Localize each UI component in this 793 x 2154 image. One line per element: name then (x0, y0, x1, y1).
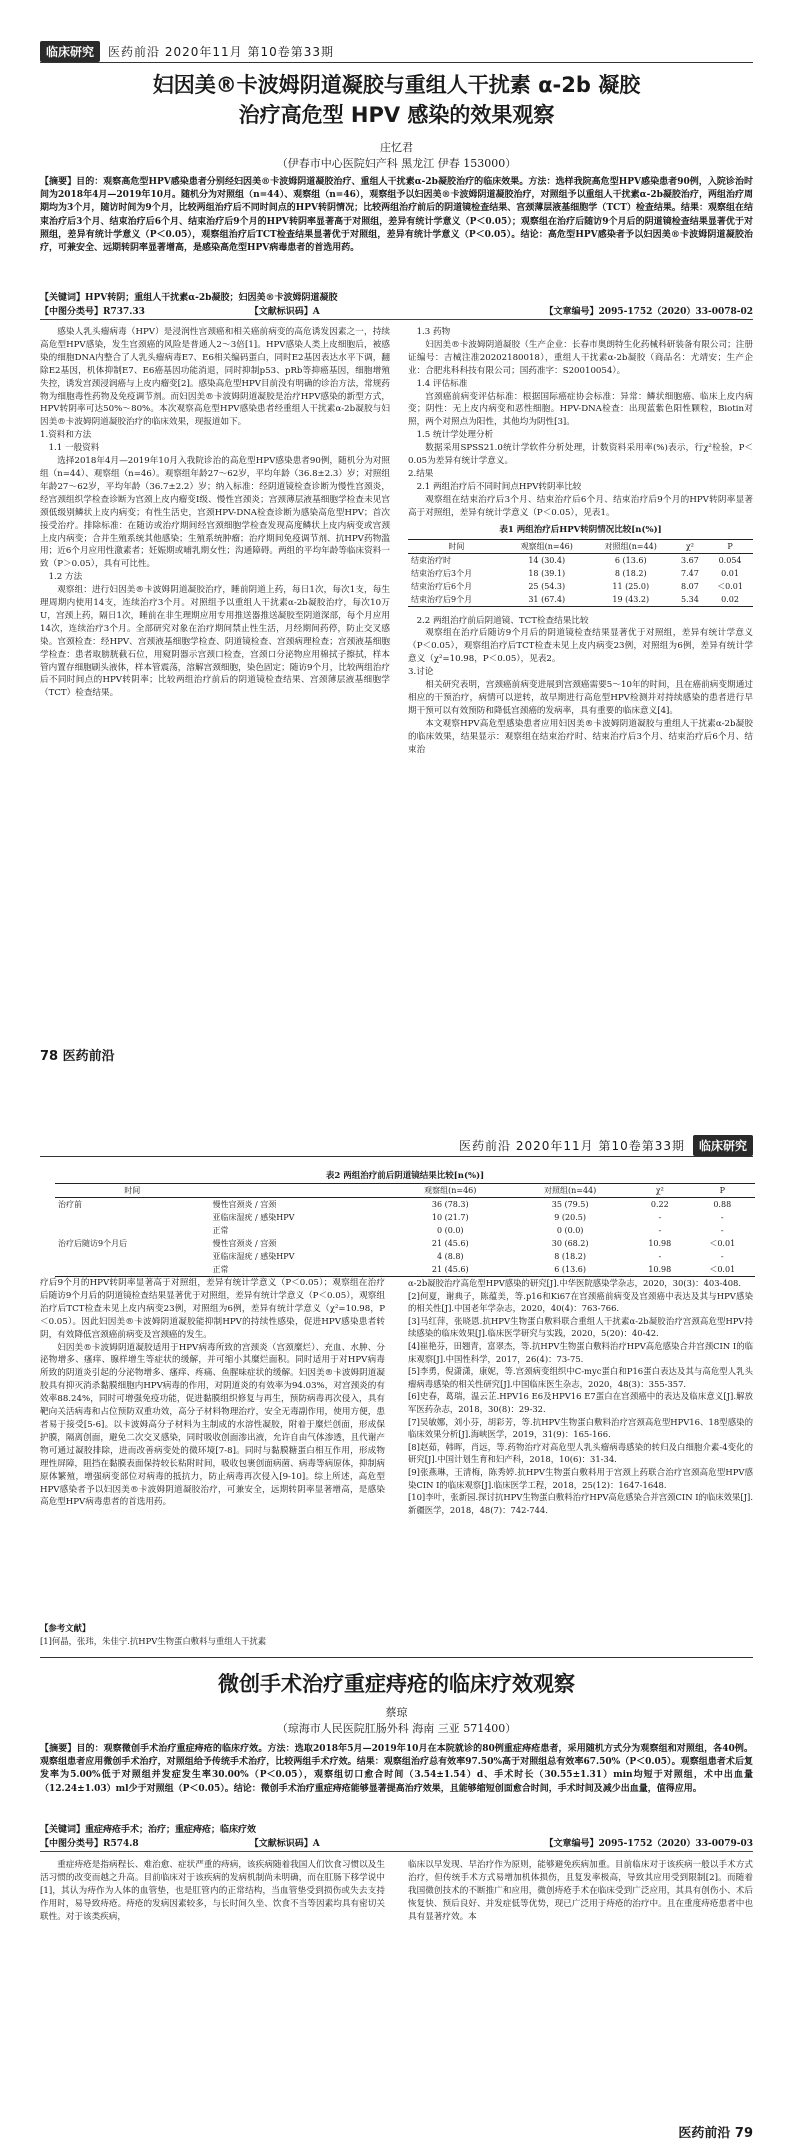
table-cell: 0 (0.0) (556, 1226, 584, 1235)
section-badge: 临床研究 (40, 41, 100, 62)
reference-item: [4]崔艳芬，田翘青，富翠杰，等.抗HPV生物蛋白敷料治疗HPV高危感染合并宫颈CIN I的临床观察[J].中国性科学，2017，26(4)：73-75. (408, 1340, 753, 1364)
reference-item: [2]何夏，谢典子，陈蕴美，等.p16和Ki67在宫颈癌前病变及宫颈癌中表达及其与HPV感染的相关性[J].中国老年学杂志，2020，40(4)：763-766. (408, 1290, 753, 1314)
table-cell: 19 (43.2) (589, 593, 673, 607)
table-cell: 正常 (209, 1263, 390, 1277)
table2-block (55, 1165, 755, 1277)
reference-item: α-2b凝胶治疗高危型HPV感染的研究[J].中华医院感染学杂志，2020，30(3)：403-408. (408, 1278, 742, 1288)
affiliation: （伊春市中心医院妇产科 黑龙江 伊春 153000） (276, 157, 517, 170)
table-cell: 治疗前 (58, 1200, 82, 1209)
reference-item: [5]李勇，倪潇潇，康妮，等.宫颈病变组织中C-myc蛋白和P16蛋白表达及其与高危型人乳头瘤病毒感染的相关性研究[J].中国临床医生杂志，2020，48(3)：355-357. (408, 1366, 753, 1389)
table-cell: 31 (67.4) (505, 593, 589, 607)
keywords2-row (40, 1823, 753, 1837)
table-cell: 6 (13.6) (614, 555, 647, 565)
article-title-line2: 治疗高危型 HPV 感染的效果观察 (238, 103, 555, 127)
body2-left-column (40, 1859, 385, 1924)
article-title-line1: 妇因美®卡波姆阴道凝胶与重组人干扰素 α-2b 凝胶 (152, 73, 641, 97)
table-cell: 8.07 (681, 581, 699, 591)
section-heading: 2.1 两组治疗后不同时间点HPV转阴率比较 (416, 481, 582, 492)
body-right-column (408, 326, 753, 756)
table-cell: 亚临床湿疣 / 感染HPV (212, 1252, 295, 1261)
table-row (55, 1250, 755, 1263)
section-heading: 3.讨论 (408, 667, 434, 678)
table-cell: 4 (8.8) (436, 1252, 464, 1261)
page-footer: 78 医药前沿 (40, 1049, 115, 1064)
body-left-column (40, 326, 390, 1016)
article-number: 【文章编号】2095-1752（2020）33-0078-02 (544, 307, 753, 317)
keywords: 【关键词】HPV转阴；重组人干扰素α-2b凝胶；妇因美®卡波姆阴道凝胶 (40, 293, 338, 303)
table-cell: 0.054 (718, 555, 742, 565)
table2 (55, 1183, 755, 1277)
table-cell: 3.67 (681, 555, 699, 565)
table-cell (55, 1211, 209, 1224)
table-cell: 0.22 (650, 1200, 669, 1209)
section-heading: 1.资料和方法 (40, 430, 92, 441)
table-cell: - (658, 1213, 662, 1222)
table-header-cell: 对照组(n=44) (589, 539, 673, 553)
section-heading: 1.4 评估标准 (416, 378, 468, 389)
section-heading: 1.1 一般资料 (48, 443, 100, 454)
article-divider (40, 1657, 753, 1658)
table-cell: 11 (25.0) (612, 581, 650, 591)
author: 庄忆君 (380, 141, 413, 154)
table-header-cell: P (690, 1184, 755, 1198)
table-row (55, 1237, 755, 1250)
references-right (408, 1277, 753, 1516)
page-footer-2: 医药前沿 79 (678, 2126, 753, 2141)
paragraph: 感染人乳头瘤病毒（HPV）是浸润性宫颈癌和相关癌前病变的高危诱发因素之一，持续高危型HPV感染，发生宫颈癌的风险是普通人2～3倍[1]。HPV感染人类上皮细胞后，被感染的细胞DNA内整合了人乳头瘤病毒E7、E6相关编码蛋白，同时E2基因表达水平下调，翻除E2基因，机体抑制E7、E6癌基因功能消退，同时抑制p53、pRb等抑癌基因，细胞增殖失控，诱发宫颈浸润癌与上皮内瘤变[2]。感染高危型HPV目前没有明确的诊治方法，常规药物为细胞毒性药物及免疫调节剂。而妇因美®卡波姆阴道凝胶是治疗HPV感染的新型方式，HPV转阴率可达50%～80%。本次观察高危型HPV感染患者经重组人干扰素α-2b凝胶与妇因美®卡波姆阴道凝胶治疗的临床效果，现报道如下。 (40, 327, 390, 428)
paragraph: 妇因美®卡波姆阴道凝胶（生产企业：长春市奥朗特生化药械科研装备有限公司；注册证编号：吉械注准20202180018），重组人干扰素α-2b凝胶（商品名：尤靖安；生产企业：合肥兆科科技有限公司；国药准字：S20010054）。 (408, 339, 753, 376)
paragraph: 选择2018年4月—2019年10月入我院诊治的高危型HPV感染患者90例，随机分为对照组（n=44）、观察组（n=46）。观察组年龄27～62岁，平均年龄（36.8±2.3）岁；对照组年龄27～62岁，平均年龄（36.7±2.2）岁；纳入标准：经阴道镜检查诊断为慢性宫颈炎，经宫颈组织学检查诊断为宫颈上皮内瘤变Ⅰ级、慢性宫颈炎；宫颈薄层液基细胞学检查未见宫颈低级别鳞状上皮内病变；有性生活史，宫颈HPV-DNA检查诊断为感染高危型HPV；首次接受治疗。排除标准：在随访或治疗期间经宫颈细胞学检查发现高度鳞状上皮内病变或宫颈上皮内病变；合并生殖系统其他感染；生殖系统肿瘤；治疗期间免疫调节剂、抗HPV药物滥用；近6个月应用性激素者；妊娠期或哺乳期女性；沟通障碍。两组的平均年龄等临床资料一致（P＞0.05），具有可比性。 (40, 456, 390, 570)
table-cell: ＜0.01 (709, 1239, 736, 1248)
table-cell: 14 (30.4) (528, 555, 566, 565)
keywords-row (40, 291, 753, 305)
table-header-cell: χ² (630, 1184, 689, 1198)
body-left-column-2 (40, 1277, 385, 1509)
table-cell: 结束治疗后6个月 (411, 581, 473, 591)
table-header-cell (209, 1184, 390, 1198)
reference-item: [3]马红萍，张晓恩.抗HPV生物蛋白敷料联合重组人干扰素α-2b凝胶治疗宫颈高危型HPV持续感染的临床效果[J].临床医学研究与实践，2020，5(20)：40-42. (408, 1315, 753, 1339)
section-badge-2: 临床研究 (693, 1135, 753, 1156)
table-cell: 18 (39.1) (528, 568, 566, 578)
body2-left-paragraph: 重症痔疮是指病程长、难治愈、症状严重的痔病，该疾病随着我国人们饮食习惯以及生活习惯的改变而越之升高。目前临床对于该疾病的发病机制尚未明确，而在肛肠下移学说中[1]，其认为痔作为人体的血管垫，也是肛管内的正常结构，当血管垫受到损伤或失去支持作用时，易导致痔疮。痔疮的发病因素较多，与长时间久坐、饮食不当等因素均具有密切关联性。对于该类疾病， (40, 1860, 385, 1922)
table-cell: 21 (45.6) (390, 1263, 510, 1277)
section-heading: 2.结果 (408, 468, 434, 479)
paragraph: 相关研究表明，宫颈癌前病变进展到宫颈癌需要5～10年的时间，且在癌前病变期通过相应的干预治疗，病情可以逆转，故早期进行高危型HPV检测并对持续感染的患者进行早期干预可以有效预防和降低宫颈癌的发病率，具有重要的临床意义[4]。 (408, 680, 753, 716)
section-heading: 疗后9个月的HPV转阴率显著高于对照组，差异有统计学意义（P＜0.05）；观察组在治疗后随访9个月后的阴道镜检查结果显著优于对照组，差异有统计学意义（P＜0.05），观察组治疗后TCT检查未见上皮内病变23例，对照组为6例，差异有统计学意义（χ²=10.98，P＜0.05）。因此妇因美®卡波姆阴道凝胶能抑制HPV的持续性感染，促进HPV感染患者转阴，有效降低宫颈癌前病变及宫颈癌的发生。 (40, 1278, 385, 1340)
article-number-2: 【文章编号】2095-1752（2020）33-0079-03 (544, 1839, 753, 1849)
references-left (40, 1622, 385, 1647)
table-cell: 8 (18.2) (554, 1252, 586, 1261)
table-cell: 结束治疗时 (411, 555, 451, 565)
table-cell (55, 1263, 209, 1277)
table-cell: 结束治疗后9个月 (408, 593, 505, 607)
table-header-cell: 对照组(n=44) (510, 1184, 630, 1198)
document-code: 【文献标识码】A (249, 307, 320, 317)
table-header-cell: 观察组(n=46) (505, 539, 589, 553)
table-cell: 结束治疗后3个月 (411, 568, 473, 578)
paragraph: 观察组：进行妇因美®卡波姆阴道凝胶治疗，睡前阴道上药，每日1次，每次1支，每生理周期内使用14支，连续治疗3个月。对照组予以重组人干扰素α-2b凝胶治疗，每次10万U，宫颈上药，隔日1次，睡前在非生理期应用专用推送器推送凝胶至阴道深部，每个月应用14次，连续治疗3个月。全部研究对象在治疗期间禁止性生活，月经期间药停，防止交叉感染。宫颈检查：经HPV、宫颈液基细胞学检查、阴道镜检查、宫颈病理检查；宫颈液基细胞学检查：患者取膀胱截石位，用窥阴器示宫颈口检查，宫颈口分泌物应用棉拭子擦拭，样本管内置存细胞刷头液体，样本管震荡，溶解宫颈细胞，染色固定；随访9个月，比较两组治疗后不同时间点的HPV转阴率；比较两组治疗前后的阴道镜检查结果、宫颈薄层液基细胞学（TCT）检查结果。 (40, 585, 390, 699)
table-cell: - (720, 1252, 724, 1261)
table-cell: 正常 (212, 1226, 229, 1235)
table-cell: - (658, 1252, 662, 1261)
paragraph: 观察组在结束治疗后3个月、结束治疗后6个月、结束治疗后9个月的HPV转阴率显著高于对照组，差异有统计学意义（P＜0.05），见表1。 (408, 494, 753, 518)
table-cell: 10.98 (630, 1263, 689, 1277)
table-cell: - (658, 1226, 662, 1235)
table-row (408, 580, 753, 593)
table-cell: 10.98 (648, 1239, 672, 1248)
paragraph: 本文观察HPV高危型感染患者应用妇因美®卡波姆阴道凝胶与重组人干扰素α-2b凝胶的临床效果，结果显示：观察组在结束治疗时、结束治疗后3个月、结束治疗后6个月、结束治 (408, 718, 753, 755)
table-cell: 8 (18.2) (614, 568, 647, 578)
reference-item: [7]吴敏娜，刘小芬，胡彩芳，等.抗HPV生物蛋白敷料治疗宫颈高危型HPV16、18型感染的临床效果分析[J].海峡医学，2019，31(9)：165-166. (408, 1416, 753, 1440)
classification2-row (40, 1837, 753, 1852)
abstract: 【摘要】目的：观察高危型HPV感染患者分别经妇因美®卡波姆阴道凝胶治疗、重组人干扰素α-2b凝胶治疗的临床效果。方法：选样我院高危型HPV感染患者90例，入院诊治时间为2018年4月—2019年10月。随机分为对照组（n=44）、观察组（n=46），观察组予以妇因美®卡波姆阴道凝胶治疗，对照组予以重组人干扰素α-2b凝胶治疗，两组治疗周期均为3个月，随访时间为9个月，比较两组治疗后不同时间点的HPV转阴情况；比较两组治疗前后的阴道镜检查结果、宫颈薄层液基细胞学（TCT）检查结果。结果：观察组在结束治疗后3个月、结束治疗后6个月、结束治疗后9个月的HPV转阴率显著高于对照组，差异有统计学意义（P＜0.05）；观察组在治疗后随访9个月后的阴道镜检查结果显著优于对照组，差异有统计学意义（P＜0.05），观察组治疗后TCT检查结果显著优于对照组，差异有统计学意义（P＜0.05）。结论：高危型HPV感染者予以妇因美®卡波姆阴道凝胶治疗，可兼安全、远期转阴率显著增高，是感染高危型HPV病毒患者的首选用药。 (40, 177, 753, 254)
table-header-cell: P (707, 539, 753, 553)
table-cell: 亚临床湿疣 / 感染HPV (212, 1213, 295, 1222)
journal-info: 医药前沿 2020年11月 第10卷第33期 (108, 44, 334, 59)
author2: 蔡琼 (385, 1706, 408, 1719)
paragraph: 妇因美®卡波姆阴道凝胶适用于HPV病毒所致的宫颈炎（宫颈糜烂）、充血、水肿、分泌物增多、瘙痒、腺样增生等症状的缓解，并可缩小其糜烂面积。同时适用于对HPV病毒所致的阴道炎引起的分泌物增多、瘙痒、疼痛、鱼腥味症状的缓解。妇因美®卡波姆阴道凝胶具有抑灭消杀黏膜细胞内HPV病毒的作用，对阴道炎的有效率为94.03%，对宫颈炎的有效率88.24%，同时可增强免疫功能，促进黏膜组织修复与再生，预防病毒再次侵入，具有靶向关活病毒和占位预防双重功效，高分子材料物理治疗，安全无毒副作用，使用方便，患者易于接受[5-6]。以卡波姆高分子材料为主制成的水溶性凝胶，附着于糜烂创面，形成保护膜，隔离创面，避免二次交叉感染，同时吸收创面渗出液，允许自由气体渗透，且代谢产物可通过凝胶排除，进而改善病变处的微环境[7-8]。同时与黏膜糖蛋白相互作用，形成物理性屏障，阻挡在黏膜表面保持较长粘附时间，吸收包裹创面病菌、病毒等病原体，抑制病原体繁殖，增强病变部位对病毒的抵抗力，防止病毒再次侵入[9-10]。综上所述，高危型HPV感染者予以妇因美®卡波姆阴道凝胶治疗，可兼安全，远期转阴率显著增高，是感染高危型HPV病毒患者的首选用药。 (40, 1342, 385, 1508)
affiliation2: （琼海市人民医院肛肠外科 海南 三亚 571400） (276, 1722, 517, 1735)
table-cell: 35 (79.5) (551, 1200, 589, 1209)
table-row (55, 1198, 755, 1212)
table-cell: 0 (0.0) (436, 1226, 464, 1235)
table-cell: 6 (13.6) (510, 1263, 630, 1277)
table-cell: 0.88 (713, 1200, 732, 1209)
table1-title: 表1 两组治疗后HPV转阴情况比较[n(%)] (499, 524, 662, 535)
section-heading: 1.3 药物 (416, 327, 451, 337)
abstract2: 【摘要】目的：观察微创手术治疗重症痔疮的临床疗效。方法：选取2018年5月—2019年10月在本院就诊的80例重症痔疮患者，采用随机方式分为观察组和对照组，各40例。观察组患者应用微创手术治疗，对照组给予传统手术治疗，比较两组手术疗效。结果：观察组治疗总有效率97.50%高于对照组总有效率67.50%（P＜0.05）。观察组患者术后复发率为5.00%低于对照组并发症发生率30.00%（P＜0.05），观察组切口愈合时间（3.54±1.54）d、手术时长（30.55±1.31）min均短于对照组，术中出血量（12.24±1.03）ml少于对照组（P＜0.05）。结论：微创手术治疗重症痔疮能够显著提高治疗效果，且能够缩短创面愈合时间，手术时间及减少出血量，值得应用。 (40, 1744, 753, 1794)
document-code-2: 【文献标识码】A (249, 1839, 320, 1849)
section-heading: 1.5 统计学处理分析 (416, 430, 494, 441)
paragraph: 观察组在治疗后随访9个月后的阴道镜检查结果显著优于对照组，差异有统计学意义（P＜0.05），观察组治疗后TCT检查未见上皮内病变23例，对照组为6例，差异有统计学意义（χ²=10.98，P＜0.05），见表2。 (408, 628, 753, 665)
table2-title: 表2 两组治疗前后阴道镜结果比较[n(%)] (325, 1171, 485, 1181)
paragraph: 宫颈癌前病变评估标准：根据国际癌症协会标准：异常：鳞状细胞癌、临床上皮内病变；阴性：无上皮内病变和恶性细胞。HPV-DNA检查：出现蓝紫色阳性颗粒，Biotin对照，两个对照点为阳性，其他均为阴性[3]。 (408, 391, 753, 428)
keywords2: 【关键词】重症痔疮手术；治疗；重症痔疮；临床疗效 (40, 1825, 257, 1835)
table-cell: 10 (21.7) (431, 1213, 469, 1222)
journal-info-2: 医药前沿 2020年11月 第10卷第33期 (459, 1138, 685, 1153)
page-header-2 (40, 1134, 753, 1157)
paragraph: 数据采用SPSS21.0统计学软件分析处理，计数资料采用率(%)表示，行χ²检验，P＜0.05为差异有统计学意义。 (408, 443, 753, 467)
table-cell: 30 (68.2) (551, 1239, 589, 1248)
table-cell: 36 (78.3) (431, 1200, 469, 1209)
table-row (408, 593, 753, 607)
table-cell: 慢性宫颈炎 / 宫颈 (212, 1200, 277, 1209)
table-cell: ＜0.01 (690, 1263, 755, 1277)
table-cell: - (720, 1226, 724, 1235)
page-79 (0, 1077, 793, 2154)
references-title: 【参考文献】 (40, 1623, 91, 1633)
table-cell (55, 1250, 209, 1263)
reference-item: [10]李叶，张新园.探讨抗HPV生物蛋白敷料治疗HPV高危感染合并宫颈CIN I的临床效果[J].新疆医学，2018，48(7)：742-744. (408, 1492, 753, 1515)
classification-row (40, 305, 753, 320)
page-header (40, 40, 753, 63)
reference-item: [9]张燕琳，王清梅，陈秀婷.抗HPV生物蛋白敷料用于宫颈上药联合治疗宫颈高危型HPV感染CIN I的临床观察[J].临床医学工程，2018，25(12)：1647-1648. (408, 1466, 753, 1490)
table-cell: 9 (20.5) (554, 1213, 586, 1222)
section-heading: 1.2 方法 (48, 572, 83, 583)
table-cell (55, 1224, 209, 1237)
table-cell: 7.47 (681, 568, 699, 578)
table1 (408, 539, 753, 607)
table-row (408, 567, 753, 580)
table-row (55, 1224, 755, 1237)
clc-number: 【中图分类号】R737.33 (40, 307, 145, 317)
reference-item: [1]何晶，张玮，朱佳宁.抗HPV生物蛋白敷料与重组人干扰素 (40, 1635, 267, 1646)
table-row (55, 1263, 755, 1277)
table-cell: 慢性宫颈炎 / 宫颈 (212, 1239, 277, 1248)
table-cell: 0.02 (707, 593, 753, 607)
clc-number-2: 【中图分类号】R574.8 (40, 1839, 139, 1849)
table-header-cell: χ² (673, 539, 707, 553)
body2-right-column (408, 1859, 753, 1924)
table-row (408, 553, 753, 567)
table-cell: 治疗后随访9个月后 (58, 1239, 128, 1248)
table-cell: 0.01 (721, 568, 739, 578)
table-cell: 21 (45.6) (431, 1239, 469, 1248)
table-cell: ＜0.01 (717, 581, 743, 591)
table-cell: 25 (54.3) (528, 581, 566, 591)
table-header-cell: 时间 (55, 1184, 209, 1198)
table-cell: 5.34 (673, 593, 707, 607)
table-row (55, 1211, 755, 1224)
section-heading: 2.2 两组治疗前后阴道镜、TCT检查结果比较 (416, 615, 589, 626)
body2-right-paragraph: 临床以早发现、早治疗作为原则，能够避免疾病加重。目前临床对于该疾病一般以手术方式治疗，但传统手术方式易增加机体损伤，且复发率极高，导致其应用受到限制[2]。而随着我国微创技术的不断推广和应用，微创痔疮手术在临床受到广泛应用，其具有创伤小、术后恢复快、预后良好、并发症低等优势，现已广泛用于痔疮的治疗中。且在重度痔疮患者中也具有显著疗效。本 (408, 1860, 753, 1922)
article2-title: 微创手术治疗重症痔疮的临床疗效观察 (218, 1672, 575, 1696)
reference-item: [6]史春，葛瑞，温云芷.HPV16 E6及HPV16 E7蛋白在宫颈癌中的表达及临床意义[J].解放军医药杂志，2018，30(8)：29-32. (408, 1391, 753, 1414)
table-cell: - (720, 1213, 724, 1222)
table-header-cell: 观察组(n=46) (390, 1184, 510, 1198)
table-header-cell: 时间 (408, 539, 505, 553)
reference-item: [8]赵茹，韩晖，肖远，等.药物治疗对高危型人乳头瘤病毒感染的转归及白细胞介素-4变化的研究[J].中国计划生育和妇产科，2018，10(6)：31-34. (408, 1441, 753, 1465)
